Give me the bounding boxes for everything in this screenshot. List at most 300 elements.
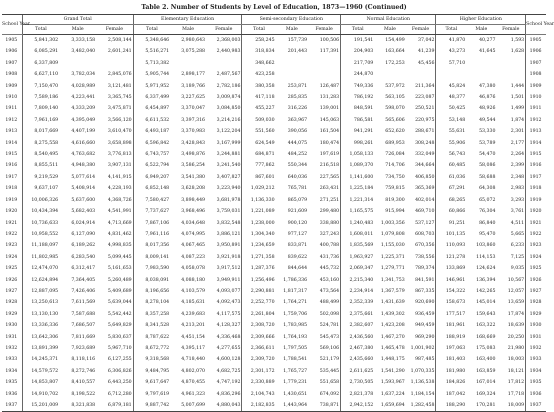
year-cell: 1924 bbox=[526, 252, 546, 263]
value-cell: 154,499 bbox=[385, 38, 405, 43]
value-cell: 488,499 bbox=[319, 300, 340, 306]
value-cell: 4,058,078 bbox=[181, 266, 206, 272]
value-cell: 204,903 bbox=[341, 46, 375, 57]
value-cell: 3,832,548 bbox=[216, 220, 241, 226]
value-cell: 8,275,558 bbox=[22, 138, 59, 149]
value-cell: 188,919 bbox=[436, 332, 466, 343]
value-cell: 18,121 bbox=[507, 368, 525, 374]
year-cell: 1911 bbox=[5, 106, 18, 112]
value-cell: 1,608,011 bbox=[341, 229, 375, 240]
value-cell: 9,637,107 bbox=[22, 183, 59, 194]
table-row bbox=[2, 218, 546, 229]
year-cell: 1926 bbox=[5, 277, 18, 283]
value-cell: 1,029,212 bbox=[242, 183, 276, 194]
value-cell: 9,887,742 bbox=[133, 400, 170, 412]
value-cell: 1,659,694 bbox=[374, 400, 405, 412]
value-cell: 1,279,771 bbox=[380, 266, 405, 272]
value-cell: 998,261 bbox=[341, 138, 375, 149]
table-row bbox=[2, 343, 546, 354]
value-cell: 11,802,985 bbox=[22, 252, 59, 263]
year-cell: 1912 bbox=[5, 117, 18, 123]
value-cell: 285,835 bbox=[287, 95, 308, 101]
value-cell: 136,394 bbox=[476, 277, 496, 283]
value-cell: 3,761 bbox=[510, 209, 525, 215]
value-cell: 1,238,000 bbox=[242, 218, 276, 229]
value-cell: 431,736 bbox=[319, 254, 340, 260]
value-cell bbox=[276, 69, 309, 80]
value-cell: 338,880 bbox=[319, 220, 340, 226]
header-higher: Higher Education bbox=[436, 15, 526, 25]
header-school-year-right: School Year bbox=[526, 15, 546, 35]
value-cell: 406,850 bbox=[415, 174, 435, 180]
value-cell: 5,905,744 bbox=[133, 69, 170, 80]
value-cell: 4,185,631 bbox=[181, 300, 206, 306]
value-cell: 1,070,335 bbox=[410, 368, 435, 374]
value-cell: 2,375,661 bbox=[341, 309, 375, 320]
value-cell bbox=[170, 58, 206, 69]
value-cell: 180,474 bbox=[319, 140, 340, 146]
value-cell: 3,428,843 bbox=[181, 140, 206, 146]
value-cell: 3,475,871 bbox=[107, 106, 132, 112]
value-cell: 45,824 bbox=[436, 81, 466, 92]
value-cell: 117,391 bbox=[319, 49, 340, 55]
value-cell: 3,227,625 bbox=[181, 95, 206, 101]
value-cell: 563,105 bbox=[385, 95, 405, 101]
value-cell: 1,287,376 bbox=[242, 263, 276, 274]
value-cell: 640,036 bbox=[287, 174, 308, 180]
value-cell: 8,787,622 bbox=[133, 332, 170, 343]
value-cell: 509,030 bbox=[242, 115, 276, 126]
year-cell: 1908 bbox=[5, 72, 18, 78]
value-cell: 5,971,952 bbox=[133, 81, 170, 92]
value-cell: 8,410,557 bbox=[71, 380, 96, 386]
value-cell: 14,245,371 bbox=[22, 354, 59, 365]
table-row bbox=[2, 377, 546, 388]
value-cell: 54,470 bbox=[479, 152, 496, 158]
value-cell: 380,358 bbox=[242, 81, 276, 92]
value-cell: 5,408,914 bbox=[71, 186, 96, 192]
value-cell: 131,283 bbox=[319, 95, 340, 101]
value-cell: 86,840 bbox=[479, 220, 496, 226]
year-cell: 1922 bbox=[526, 229, 546, 240]
value-cell: 9,219,529 bbox=[22, 172, 59, 183]
value-cell: 21,980 bbox=[507, 345, 525, 351]
value-cell: 18,003 bbox=[507, 357, 525, 363]
value-cell: 1,764,193 bbox=[283, 334, 308, 340]
value-cell: 9,035 bbox=[510, 266, 525, 272]
value-cell: 3,009,874 bbox=[216, 95, 241, 101]
year-cell: 1927 bbox=[526, 286, 546, 297]
value-cell: 3,241,540 bbox=[216, 163, 241, 169]
value-cell: 5,682,403 bbox=[71, 209, 96, 215]
year-cell: 1918 bbox=[526, 183, 546, 194]
value-cell: 1,430,651 bbox=[283, 391, 308, 397]
value-cell bbox=[496, 58, 525, 69]
value-cell: 188,290 bbox=[436, 400, 466, 412]
value-cell: 2,177 bbox=[510, 140, 525, 146]
table-row bbox=[2, 286, 546, 297]
value-cell: 789,374 bbox=[415, 266, 435, 272]
value-cell: 4,395,117 bbox=[181, 345, 206, 351]
value-cell: 163,859 bbox=[476, 368, 496, 374]
value-cell: 4,395,049 bbox=[71, 117, 96, 123]
value-cell: 2,942,152 bbox=[341, 400, 375, 412]
value-cell: 126,487 bbox=[319, 83, 340, 89]
value-cell: 13,891,399 bbox=[22, 343, 59, 354]
value-cell: 1,256,496 bbox=[242, 275, 276, 286]
value-cell: 3,968,496 bbox=[181, 209, 206, 215]
value-cell: 6,189,262 bbox=[71, 243, 96, 249]
value-cell: 12,887,095 bbox=[22, 286, 59, 297]
table-row bbox=[2, 332, 546, 343]
value-cell: 4,541,991 bbox=[107, 209, 132, 215]
value-cell: 417,118 bbox=[242, 92, 276, 103]
value-cell: 175,083 bbox=[476, 345, 496, 351]
table-row bbox=[2, 149, 546, 160]
table-title: Table 2. Number of Students by Level of Education, 1873—1960 (Continued) bbox=[141, 4, 407, 11]
value-cell: 714,706 bbox=[385, 163, 405, 169]
value-cell: 1,501 bbox=[510, 95, 525, 101]
value-cell: 4,682,725 bbox=[216, 368, 241, 374]
value-cell: 4,600,128 bbox=[216, 357, 241, 363]
table-row bbox=[2, 160, 546, 171]
value-cell bbox=[96, 58, 133, 69]
value-cell: 158,673 bbox=[436, 297, 466, 308]
subheader-total: Total bbox=[242, 25, 276, 35]
value-cell: 2,290,881 bbox=[242, 286, 276, 297]
value-cell: 6,522,794 bbox=[133, 160, 170, 171]
value-cell: 453,160 bbox=[319, 277, 340, 283]
value-cell: 4,880,043 bbox=[206, 400, 242, 412]
value-cell: 10,434,394 bbox=[22, 206, 59, 217]
value-cell: 402,014 bbox=[415, 197, 435, 203]
value-cell: 13,642,306 bbox=[22, 332, 59, 343]
value-cell: 124,624 bbox=[476, 266, 496, 272]
value-cell: 53,148 bbox=[436, 115, 466, 126]
value-cell: 7,587,688 bbox=[71, 311, 96, 317]
value-cell: 2,309,720 bbox=[242, 354, 276, 365]
value-cell: 3,950,891 bbox=[216, 243, 241, 249]
value-cell: 4,088,180 bbox=[181, 277, 206, 283]
year-cell: 1936 bbox=[5, 391, 18, 397]
value-cell: 4,763,682 bbox=[71, 152, 96, 158]
value-cell: 765,781 bbox=[287, 186, 308, 192]
value-cell: 936,459 bbox=[415, 311, 435, 317]
value-cell: 7,686,507 bbox=[71, 323, 96, 329]
value-cell: 2,730,505 bbox=[341, 377, 375, 388]
value-cell: 8,198,522 bbox=[71, 391, 96, 397]
value-cell: 163,322 bbox=[476, 323, 496, 329]
value-cell: 550,344 bbox=[287, 163, 308, 169]
value-cell: 6,337,809 bbox=[22, 58, 59, 69]
value-cell: 12,057 bbox=[507, 288, 525, 294]
value-cell: 48,377 bbox=[436, 92, 466, 103]
year-cell: 1937 bbox=[2, 400, 22, 412]
value-cell: 41,645 bbox=[479, 49, 496, 55]
value-cell: 100,506 bbox=[319, 38, 340, 43]
subheader-male: Male bbox=[466, 25, 496, 35]
value-cell: 217,709 bbox=[341, 58, 375, 69]
value-cell: 535,445 bbox=[319, 368, 340, 374]
value-cell: 17,718 bbox=[507, 391, 525, 397]
value-cell: 3,167,999 bbox=[216, 140, 241, 146]
value-cell: 55,906 bbox=[436, 138, 466, 149]
value-cell: 55,631 bbox=[436, 126, 466, 137]
value-cell: 5,161,653 bbox=[107, 266, 132, 272]
value-cell: 8,341,528 bbox=[133, 320, 170, 331]
year-cell: 1934 bbox=[5, 368, 18, 374]
value-cell: 6,454,897 bbox=[133, 103, 170, 114]
subheader-male: Male bbox=[276, 25, 309, 35]
value-cell: 4,831,462 bbox=[107, 231, 132, 237]
value-cell: 920,690 bbox=[415, 300, 435, 306]
value-cell: 65,072 bbox=[479, 197, 496, 203]
header-normal: Normal Education bbox=[341, 15, 436, 25]
value-cell: 1,240,483 bbox=[341, 218, 375, 229]
value-cell: 839,622 bbox=[287, 254, 308, 260]
table-row bbox=[2, 206, 546, 217]
value-cell: 2,182,835 bbox=[242, 400, 276, 412]
value-cell: 6,085,291 bbox=[22, 46, 59, 57]
value-cell: 58,688 bbox=[479, 174, 496, 180]
value-cell: 1,817,317 bbox=[283, 288, 308, 294]
subheader-female: Female bbox=[308, 25, 341, 35]
value-cell: 67,291 bbox=[436, 183, 466, 194]
value-cell: 6,312,417 bbox=[71, 266, 96, 272]
value-cell bbox=[206, 58, 242, 69]
value-cell: 670,356 bbox=[415, 243, 435, 249]
value-cell: 524,781 bbox=[319, 323, 340, 329]
value-cell: 786,192 bbox=[341, 92, 375, 103]
value-cell: 4,223,441 bbox=[71, 95, 96, 101]
value-cell: 142,265 bbox=[476, 288, 496, 294]
value-cell: 3,370,983 bbox=[181, 129, 206, 135]
value-cell: 3,121,481 bbox=[107, 83, 132, 89]
value-cell: 1,304,340 bbox=[242, 229, 276, 240]
table-row bbox=[2, 103, 546, 114]
value-cell: 348,662 bbox=[242, 58, 276, 69]
value-cell: 1,367,579 bbox=[380, 288, 405, 294]
value-cell: 76,304 bbox=[479, 209, 496, 215]
value-cell: 7,611,569 bbox=[71, 300, 96, 306]
value-cell: 3,189,766 bbox=[181, 83, 206, 89]
value-cell: 6,596,842 bbox=[133, 138, 170, 149]
value-cell: 833,871 bbox=[287, 243, 308, 249]
value-cell: 5,542,442 bbox=[107, 311, 132, 317]
value-cell: 187,042 bbox=[436, 389, 466, 400]
value-cell: 3,482,040 bbox=[71, 49, 96, 55]
year-cell: 1933 bbox=[5, 357, 18, 363]
value-cell: 4,103,579 bbox=[181, 288, 206, 294]
table-row bbox=[2, 126, 546, 137]
year-cell: 1926 bbox=[526, 275, 546, 286]
year-cell: 1906 bbox=[5, 49, 18, 55]
value-cell: 2,069,347 bbox=[341, 263, 375, 274]
value-cell: 2,330,889 bbox=[242, 377, 276, 388]
value-cell: 734,750 bbox=[385, 174, 405, 180]
value-cell: 5,841,302 bbox=[22, 35, 59, 47]
value-cell: 502,098 bbox=[319, 311, 340, 317]
value-cell: 103,860 bbox=[476, 243, 496, 249]
value-cell: 4,228,193 bbox=[107, 186, 132, 192]
value-cell: 7,125 bbox=[510, 254, 525, 260]
value-cell: 3,776,813 bbox=[107, 152, 132, 158]
year-cell: 1923 bbox=[5, 243, 18, 249]
value-cell: 455,227 bbox=[242, 103, 276, 114]
value-cell: 169,324 bbox=[476, 391, 496, 397]
value-cell: 201,443 bbox=[287, 49, 308, 55]
value-cell: 8,278,104 bbox=[133, 297, 170, 308]
value-cell: 220,975 bbox=[415, 117, 435, 123]
value-cell: 170,281 bbox=[466, 400, 496, 412]
value-cell: 11,188,097 bbox=[22, 240, 59, 251]
value-cell: 726,084 bbox=[385, 152, 405, 158]
value-cell: 1,058,133 bbox=[341, 149, 375, 160]
value-cell: 1,786,336 bbox=[283, 277, 308, 283]
value-cell: 3,370,047 bbox=[181, 106, 206, 112]
year-cell: 1913 bbox=[5, 129, 18, 135]
value-cell: 20,250 bbox=[507, 334, 525, 340]
value-cell: 738,871 bbox=[308, 400, 341, 412]
year-cell: 1913 bbox=[526, 126, 546, 137]
value-cell: 45,456 bbox=[418, 60, 435, 66]
students-table bbox=[2, 14, 554, 412]
value-cell: 1,423,208 bbox=[380, 323, 405, 329]
value-cell: 3,759,031 bbox=[216, 209, 241, 215]
value-cell: 4,067,465 bbox=[181, 243, 206, 249]
value-cell: 1,874 bbox=[510, 117, 525, 123]
value-cell: 1,234,659 bbox=[242, 240, 276, 251]
year-cell: 1936 bbox=[526, 389, 546, 400]
value-cell: 521,179 bbox=[319, 357, 340, 363]
value-cell: 1,788,541 bbox=[283, 357, 308, 363]
value-cell: 139,001 bbox=[319, 106, 340, 112]
value-cell: 95,470 bbox=[479, 231, 496, 237]
value-cell: 551,560 bbox=[242, 126, 276, 137]
value-cell: 6,627,110 bbox=[22, 69, 59, 80]
value-cell: 18,009 bbox=[496, 400, 525, 412]
value-cell: 14,853,807 bbox=[22, 377, 59, 388]
value-cell: 4,948,380 bbox=[71, 163, 96, 169]
year-cell: 1929 bbox=[526, 309, 546, 320]
value-cell: 2,440,983 bbox=[216, 49, 241, 55]
value-cell: 17,812 bbox=[507, 380, 525, 386]
subheader-total: Total bbox=[133, 25, 170, 35]
value-cell: 867,601 bbox=[242, 172, 276, 183]
value-cell: 4,616,660 bbox=[71, 140, 96, 146]
value-cell: 13,659 bbox=[507, 300, 525, 306]
value-cell: 4,407,199 bbox=[71, 129, 96, 135]
year-cell: 1921 bbox=[5, 220, 18, 226]
year-cell: 1928 bbox=[5, 300, 18, 306]
year-cell: 1906 bbox=[526, 46, 546, 57]
value-cell: 551,658 bbox=[319, 380, 340, 386]
table-row bbox=[2, 81, 546, 92]
value-cell: 2,368,003 bbox=[216, 38, 241, 43]
value-cell: 537,127 bbox=[415, 220, 435, 226]
value-cell: 263,431 bbox=[319, 186, 340, 192]
value-cell: 867,335 bbox=[415, 288, 435, 294]
value-cell: 3,214,216 bbox=[216, 117, 241, 123]
value-cell: 3,658,898 bbox=[107, 140, 132, 146]
value-cell: 7,961,116 bbox=[133, 229, 170, 240]
value-cell: 10,006,326 bbox=[22, 195, 59, 206]
year-cell: 1923 bbox=[526, 240, 546, 251]
value-cell: 154,322 bbox=[436, 286, 466, 297]
value-cell: 5,713,382 bbox=[133, 58, 170, 69]
table-row bbox=[2, 366, 546, 377]
value-cell: 1,003,356 bbox=[380, 220, 405, 226]
value-cell: 2,382,607 bbox=[341, 320, 375, 331]
value-cell: 8,017,669 bbox=[22, 126, 59, 137]
value-cell: 598,070 bbox=[385, 106, 405, 112]
value-cell: 2,467,380 bbox=[341, 343, 375, 354]
value-cell: 5,639,044 bbox=[107, 300, 132, 306]
value-cell: 1,963,927 bbox=[341, 252, 375, 263]
value-cell: 7,364,405 bbox=[71, 277, 96, 283]
value-cell: 6,306,826 bbox=[107, 368, 132, 374]
value-cell: 133,869 bbox=[436, 263, 466, 274]
year-cell: 1905 bbox=[5, 38, 18, 43]
year-cell: 1912 bbox=[526, 115, 546, 126]
value-cell: 1,221,314 bbox=[341, 195, 375, 206]
value-cell: 4,093,077 bbox=[216, 288, 241, 294]
value-cell: 1,444 bbox=[510, 83, 525, 89]
value-cell: 1,089,370 bbox=[341, 160, 375, 171]
value-cell: 244,870 bbox=[341, 69, 375, 80]
value-cell: 6,712,280 bbox=[107, 391, 132, 397]
value-cell: 8,272,746 bbox=[71, 368, 96, 374]
table-row bbox=[2, 58, 546, 69]
value-cell: 537,972 bbox=[385, 83, 405, 89]
value-cell: 181,961 bbox=[436, 320, 466, 331]
table-row bbox=[2, 309, 546, 320]
value-cell: 7,809,140 bbox=[22, 103, 59, 114]
year-cell: 1929 bbox=[5, 311, 18, 317]
value-cell: 2,399 bbox=[510, 163, 525, 169]
value-cell: 163,664 bbox=[385, 49, 405, 55]
value-cell: 3,333,158 bbox=[71, 38, 96, 43]
value-cell: 2,435,660 bbox=[341, 354, 375, 365]
value-cell: 1,541,290 bbox=[380, 368, 405, 374]
value-cell: 2,309,666 bbox=[242, 332, 276, 343]
year-cell: 1937 bbox=[526, 400, 546, 412]
value-cell: 4,747,192 bbox=[216, 380, 241, 386]
year-cell: 1932 bbox=[5, 345, 18, 351]
year-cell: 1915 bbox=[5, 152, 18, 158]
year-cell: 1925 bbox=[5, 266, 18, 272]
value-cell: 786,581 bbox=[341, 115, 375, 126]
value-cell: 146,961 bbox=[436, 275, 466, 286]
value-cell: 484,252 bbox=[287, 152, 308, 158]
value-cell: 1,465,478 bbox=[380, 345, 405, 351]
table-row bbox=[2, 92, 546, 103]
table-row bbox=[2, 35, 546, 47]
value-cell bbox=[59, 58, 96, 69]
value-cell: 1,637,224 bbox=[380, 391, 405, 397]
value-cell: 9,797,619 bbox=[133, 389, 170, 400]
value-cell: 4,368,726 bbox=[107, 197, 132, 203]
value-cell: 2,301,172 bbox=[242, 366, 276, 377]
value-cell: 1,001,902 bbox=[410, 345, 435, 351]
value-cell: 2,821,378 bbox=[341, 389, 375, 400]
value-cell: 5,099,445 bbox=[107, 254, 132, 260]
value-cell: 271,251 bbox=[319, 197, 340, 203]
table-row bbox=[2, 115, 546, 126]
value-cell: 318,834 bbox=[242, 46, 276, 57]
value-cell: 2,980,643 bbox=[181, 38, 206, 43]
value-cell: 159,643 bbox=[476, 311, 496, 317]
